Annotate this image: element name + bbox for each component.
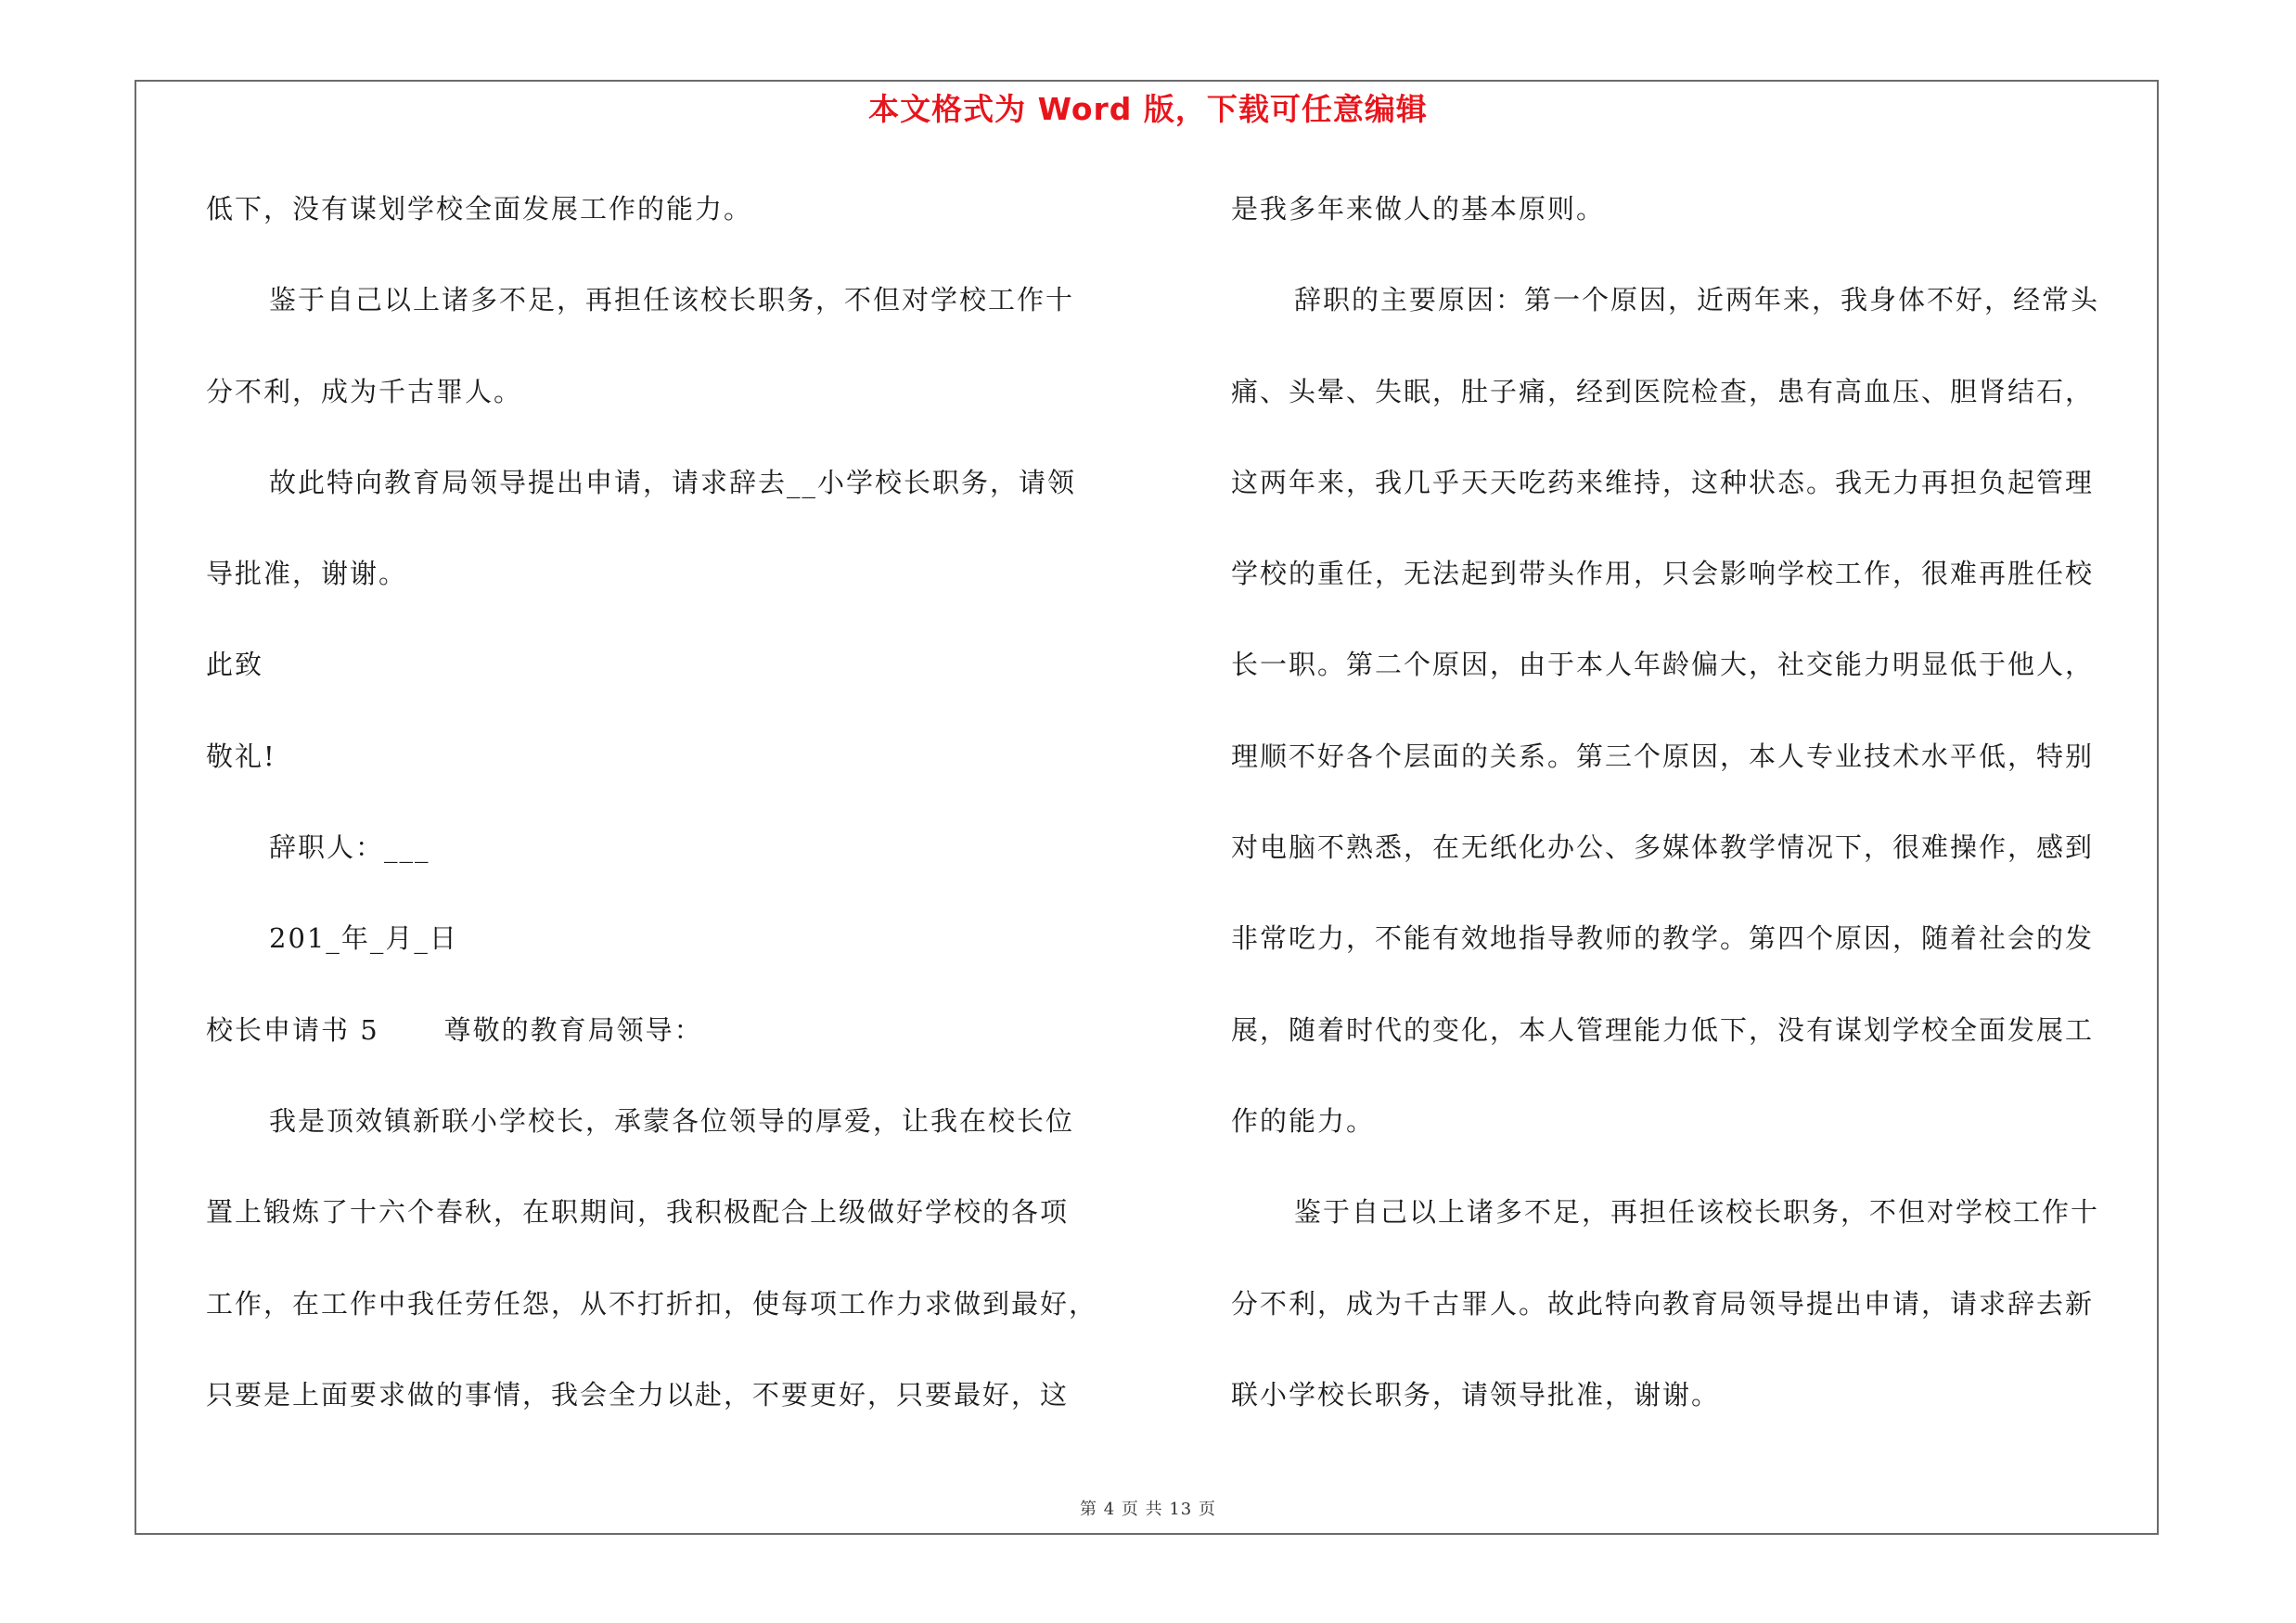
paragraph-line: 非常吃力，不能有效地指导教师的教学。第四个原因，随着社会的发 — [1231, 922, 2095, 955]
paragraph-line: 分不利，成为千古罪人。 — [206, 375, 523, 407]
closing-line: 敬礼! — [206, 740, 276, 772]
paragraph-line: 辞职的主要原因：第一个原因，近两年来，我身体不好，经常头 — [1294, 284, 2100, 316]
section-heading-line — [206, 999, 1134, 1090]
paragraph-line: 作的能力。 — [1231, 1104, 1376, 1137]
date-line: 201_年_月_日 — [269, 922, 458, 955]
signature-line: 辞职人：___ — [269, 831, 430, 864]
paragraph-line: 长一职。第二个原因，由于本人年龄偏大，社交能力明显低于他人， — [1231, 649, 2095, 681]
paragraph-line: 导批准，谢谢。 — [206, 558, 408, 590]
paragraph-line: 对电脑不熟悉，在无纸化办公、多媒体教学情况下，很难操作，感到 — [1231, 831, 2095, 864]
paragraph-line: 置上锻炼了十六个春秋，在职期间，我积极配合上级做好学校的各项 — [206, 1196, 1070, 1229]
paragraph-line: 展，随着时代的变化，本人管理能力低下，没有谋划学校全面发展工 — [1231, 1013, 2095, 1046]
paragraph-line: 低下，没有谋划学校全面发展工作的能力。 — [206, 193, 753, 225]
section-title: 校长申请书 5 — [206, 1013, 379, 1046]
paragraph-line: 鉴于自己以上诸多不足，再担任该校长职务，不但对学校工作十 — [1294, 1196, 2100, 1229]
paragraph-line: 理顺不好各个层面的关系。第三个原因，本人专业技术水平低，特别 — [1231, 740, 2095, 772]
page-number-footer: 第 4 页 共 13 页 — [1080, 1500, 1216, 1519]
paragraph-line: 我是顶效镇新联小学校长，承蒙各位领导的厚爱，让我在校长位 — [269, 1104, 1075, 1137]
paragraph-line: 是我多年来做人的基本原则。 — [1231, 193, 1606, 225]
paragraph-line: 只要是上面要求做的事情，我会全力以赴，不要更好，只要最好，这 — [206, 1378, 1070, 1410]
paragraph-line: 工作，在工作中我任劳任怨，从不打折扣，使每项工作力求做到最好， — [206, 1287, 1098, 1320]
paragraph-line: 分不利，成为千古罪人。故此特向教育局领导提出申请，请求辞去新 — [1231, 1287, 2095, 1320]
paragraph-line: 联小学校长职务，请领导批准，谢谢。 — [1231, 1378, 1721, 1410]
paragraph-line: 鉴于自己以上诸多不足，再担任该校长职务，不但对学校工作十 — [269, 284, 1075, 316]
format-banner: 本文格式为 Word 版，下载可任意编辑 — [868, 91, 1428, 127]
salutation: 尊敬的教育局领导： — [443, 1013, 703, 1046]
right-column — [1231, 178, 2159, 1455]
closing-line: 此致 — [206, 649, 264, 681]
paragraph-line: 学校的重任，无法起到带头作用，只会影响学校工作，很难再胜任校 — [1231, 558, 2095, 590]
paragraph-line: 故此特向教育局领导提出申请，请求辞去__小学校长职务，请领 — [269, 466, 1077, 498]
paragraph-line: 这两年来，我几乎天天吃药来维持，这种状态。我无力再担负起管理 — [1231, 466, 2095, 498]
left-column — [206, 178, 1134, 1455]
paragraph-line: 痛、头晕、失眠，肚子痛，经到医院检查，患有高血压、胆肾结石， — [1231, 375, 2095, 407]
